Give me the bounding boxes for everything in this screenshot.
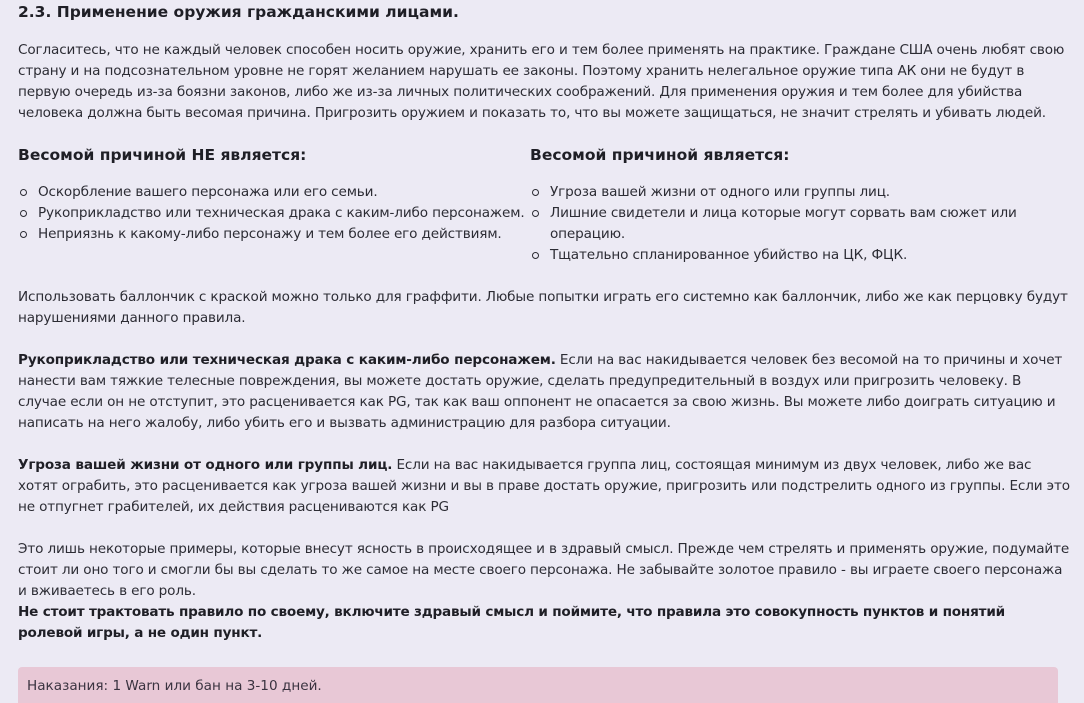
closing-paragraph: Это лишь некоторые примеры, которые внесут ясность в происходящее и в здравый смысл. Прежде чем стрелять и применять оружие, подумайте стоит ли оно того и смогли бы вы сделать то же самое на месте своего персонажа. Не забывайте золотое правило - вы играете своего персонажа и вживаетесь в его роль.	[18, 541, 1070, 599]
fight-lead: Рукоприкладство или техническая драка с каким-либо персонажем.	[18, 352, 556, 368]
closing-strong-paragraph: Не стоит трактовать правило по своему, включите здравый смысл и поймите, что правила это совокупность пунктов и понятий ролевой игры, а не один пункт.	[18, 604, 1005, 641]
fight-text: Если на вас накидывается человек без весомой на то причины и хочет нанести вам тяжкие телесные повреждения, вы можете достать оружие, сделать предупредительный в воздух или пригрозить человеку. В случае если он не отступит, это расценивается как PG, так как ваш оппонент не опасается за свою жизнь. Вы можете либо доиграть ситуацию и написать на него жалобу, либо убить его и вызвать администрацию для разбора ситуации.	[18, 352, 1063, 431]
fight-paragraph	[18, 350, 1070, 434]
reasons-columns	[18, 143, 1070, 266]
reason-column	[530, 143, 1050, 266]
list-item: Тщательно спланированное убийство на ЦК, ФЦК.	[530, 245, 1050, 266]
not-reason-list	[18, 182, 530, 245]
threat-lead: Угроза вашей жизни от одного или группы лиц.	[18, 457, 393, 473]
list-item: Лишние свидетели и лица которые могут сорвать вам сюжет или операцию.	[530, 203, 1050, 245]
list-item: Оскорбление вашего персонажа или его семьи.	[18, 182, 530, 203]
section-title: 2.3. Применение оружия гражданскими лицами.	[18, 3, 459, 21]
list-item: Рукоприкладство или техническая драка с каким-либо персонажем.	[18, 203, 530, 224]
reason-list	[530, 182, 1050, 266]
list-item: Угроза вашей жизни от одного или группы лиц.	[530, 182, 1050, 203]
spray-rule-paragraph: Использовать баллончик с краской можно только для граффити. Любые попытки играть его системно как баллончик, либо же как перцовку будут нарушениями данного правила.	[18, 289, 1068, 326]
penalty-text: Наказания: 1 Warn или бан на 3-10 дней.	[27, 678, 322, 694]
threat-text: Если на вас накидывается группа лиц, состоящая минимум из двух человек, либо же вас хотят ограбить, это расценивается как угроза вашей жизни и вы в праве достать оружие, пригрозить или подстрелить одного из группы. Если это не отпугнет грабителей, их действия расцениваются как PG	[18, 457, 1070, 515]
threat-paragraph	[18, 455, 1070, 518]
penalty-box	[18, 667, 1058, 703]
rules-article	[18, 0, 1070, 644]
list-item: Неприязнь к какому-либо персонажу и тем более его действиям.	[18, 224, 530, 245]
reason-heading: Весомой причиной является:	[530, 146, 790, 164]
not-reason-column	[18, 143, 530, 266]
intro-paragraph: Согласитесь, что не каждый человек способен носить оружие, хранить его и тем более применять на практике. Граждане США очень любят свою страну и на подсознательном уровне не горят желанием нарушать ее законы. Поэтому хранить нелегальное оружие типа АК они не будут в первую очередь из-за боязни законов, либо же из-за личных политических соображений. Для применения оружия и тем более для убийства человека должна быть весомая причина. Пригрозить оружием и показать то, что вы можете защищаться, не значит стрелять и убивать людей.	[18, 42, 1065, 121]
not-reason-heading: Весомой причиной НЕ является:	[18, 146, 307, 164]
